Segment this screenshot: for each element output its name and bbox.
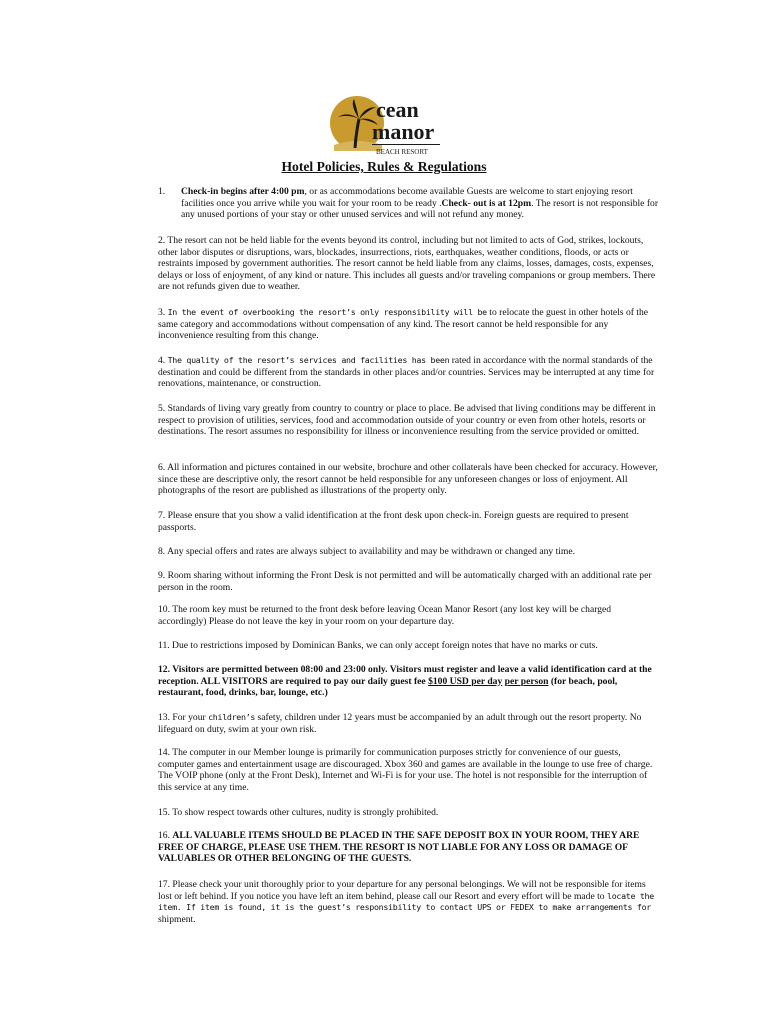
policy-item-6: 6. All information and pictures contained in our website, brochure and other collaterals have been checked for accuracy. However, since these are descriptive only, the resort cannot be held responsible for any unforeseen changes or loss of enjoyment. All photographs of the resort are published as illustrations of the property only. [158,462,658,497]
valuables-notice: ALL VALUABLE ITEMS SHOULD BE PLACED IN THE SAFE DEPOSIT BOX IN YOUR ROOM, THEY ARE FREE OF CHARGE, PLEASE USE THEM. THE RESORT IS NOT LIABLE FOR ANY LOSS OR DAMAGE OF VALUABLES OR OTHER BELONGING OF THE GUESTS. [158,830,640,865]
text-run-alt: children’s [208,712,256,722]
text-run: 3. [158,307,168,318]
text-run: 4. [158,355,168,366]
policy-item-14: 14. The computer in our Member lounge is primarily for communication purposes strictly for convenience of our guests, computer games and entertainment usage are discouraged. Xbox 360 and games are available in the lounge to use free of charge. The VOIP phone (only at the Front Desk), Internet and Wi-Fi is for your use. The hotel is not responsible for the interruption of this service at any time. [158,747,653,793]
policy-item-13 [158,712,658,735]
text-run: , or as accommodations become available Guests are welcome to start enjoying resort facilities once you arrive while you wait for your room to be ready . [181,186,633,209]
text-run: 13. For your [158,712,209,723]
item-text [181,186,658,221]
policy-item-1 [158,186,658,221]
item-number: 1. [158,186,166,197]
palm-tree-sun-logo-icon [326,93,444,159]
text-run: 17. Please check your unit thoroughly prior to your departure for any personal belongings. We will not be responsible for items lost or left behind. If you notice you have left an item behind, please call our Resort and every effort will be made to [158,879,646,902]
logo-word-beach-resort: BEACH RESORT [376,148,428,156]
text-run: 16. [158,830,173,841]
logo-word-ocean: cean [376,97,419,122]
text-run-alt: locate the item. If item is found, it is the guest’s responsibility to contact UPS or FEDEX to make arrangements for [158,890,654,913]
policy-item-7: 7. Please ensure that you show a valid identification at the front desk upon check-in. Foreign guests are required to present passports. [158,510,629,533]
policy-item-8: 8. Any special offers and rates are always subject to availability and may be withdrawn or changed any time. [158,546,576,557]
policy-item-10: 10. The room key must be returned to the front desk before leaving Ocean Manor Resort (any lost key will be charged accordingly) Please do not leave the key in your room on your departure day. [158,604,612,627]
policy-item-16 [158,830,658,865]
policy-item-15: 15. To show respect towards other cultures, nudity is strongly prohibited. [158,807,439,818]
text-run: rated in accordance with the normal standards of the destination and could be different from the standards in other places and/or countries. Services may be interrupted at any time for renovations, maintenance, or construction. [158,355,655,390]
check-out-time: Check- out is at 12pm [441,197,532,209]
text-run: . The resort is not responsible for any unused portions of your stay or other unused services and will not refund any money. [181,197,659,221]
per-person: per person [504,675,549,687]
policy-item-11: 11. Due to restrictions imposed by Dominican Banks, we can only accept foreign notes that have no marks or cuts. [158,640,598,651]
text-run-alt: The quality of the resort’s services and facilities has been [167,355,450,365]
text-run: safety, children under 12 years must be accompanied by an adult through out the resort property. No lifeguard on duty, swim at your own risk. [158,712,642,735]
text-run: to relocate the guest in other hotels of the same category and accommodations without compensation of any kind. The resort cannot be held responsible for any inconvenience resulting from this change. [158,307,649,342]
text-run-alt: In the event of overbooking the resort’s only responsibility will be [167,307,487,317]
ocean-manor-logo [326,93,444,159]
text-run: shipment. [158,913,196,925]
document-title: Hotel Policies, Rules & Regulations [281,159,487,174]
logo-rule [372,144,440,145]
logo-word-manor: manor [372,119,435,144]
check-in-time: Check-in begins after 4:00 pm [181,186,305,197]
policy-item-17 [158,879,658,925]
policy-item-5: 5. Standards of living vary greatly from country to country or place to place. Be advised that living conditions may be different in respect to provision of utilities, services, food and accommodation outside of your country or even from other hotels, resorts or destinations. The resort assumes no responsibility for illness or inconvenience resulting from the service provided or omitted. [158,403,656,438]
policy-item-12 [158,664,658,699]
policy-item-9: 9. Room sharing without informing the Front Desk is not permitted and will be automatically charged with an additional rate per person in the room. [158,570,652,593]
text-run: 12. Visitors are permitted between 08:00 and 23:00 only. Visitors must register and leave a valid identification card at the reception. ALL VISITORS are required to pay our daily guest fee [158,664,652,687]
policy-item-2: 2. The resort can not be held liable for the events beyond its control, including but not limited to acts of God, strikes, lockouts, other labor disputes or disruptions, wars, blockades, insurrections, riots, earthquakes, weather conditions, floods, or acts or restraints imposed by government authorities. The resort cannot be held liable from any claims, losses, damages, costs, expenses, delays or loss of enjoyment, of any kind or nature. This includes all guests and/or traveling companions or group members. There are not refunds given due to weather. [158,235,656,293]
policy-item-3 [158,307,658,342]
text-run: (for beach, pool, restaurant, food, drinks, bar, lounge, etc.) [158,675,618,699]
guest-fee: $100 USD per day [428,675,503,687]
policy-item-4 [158,355,658,390]
